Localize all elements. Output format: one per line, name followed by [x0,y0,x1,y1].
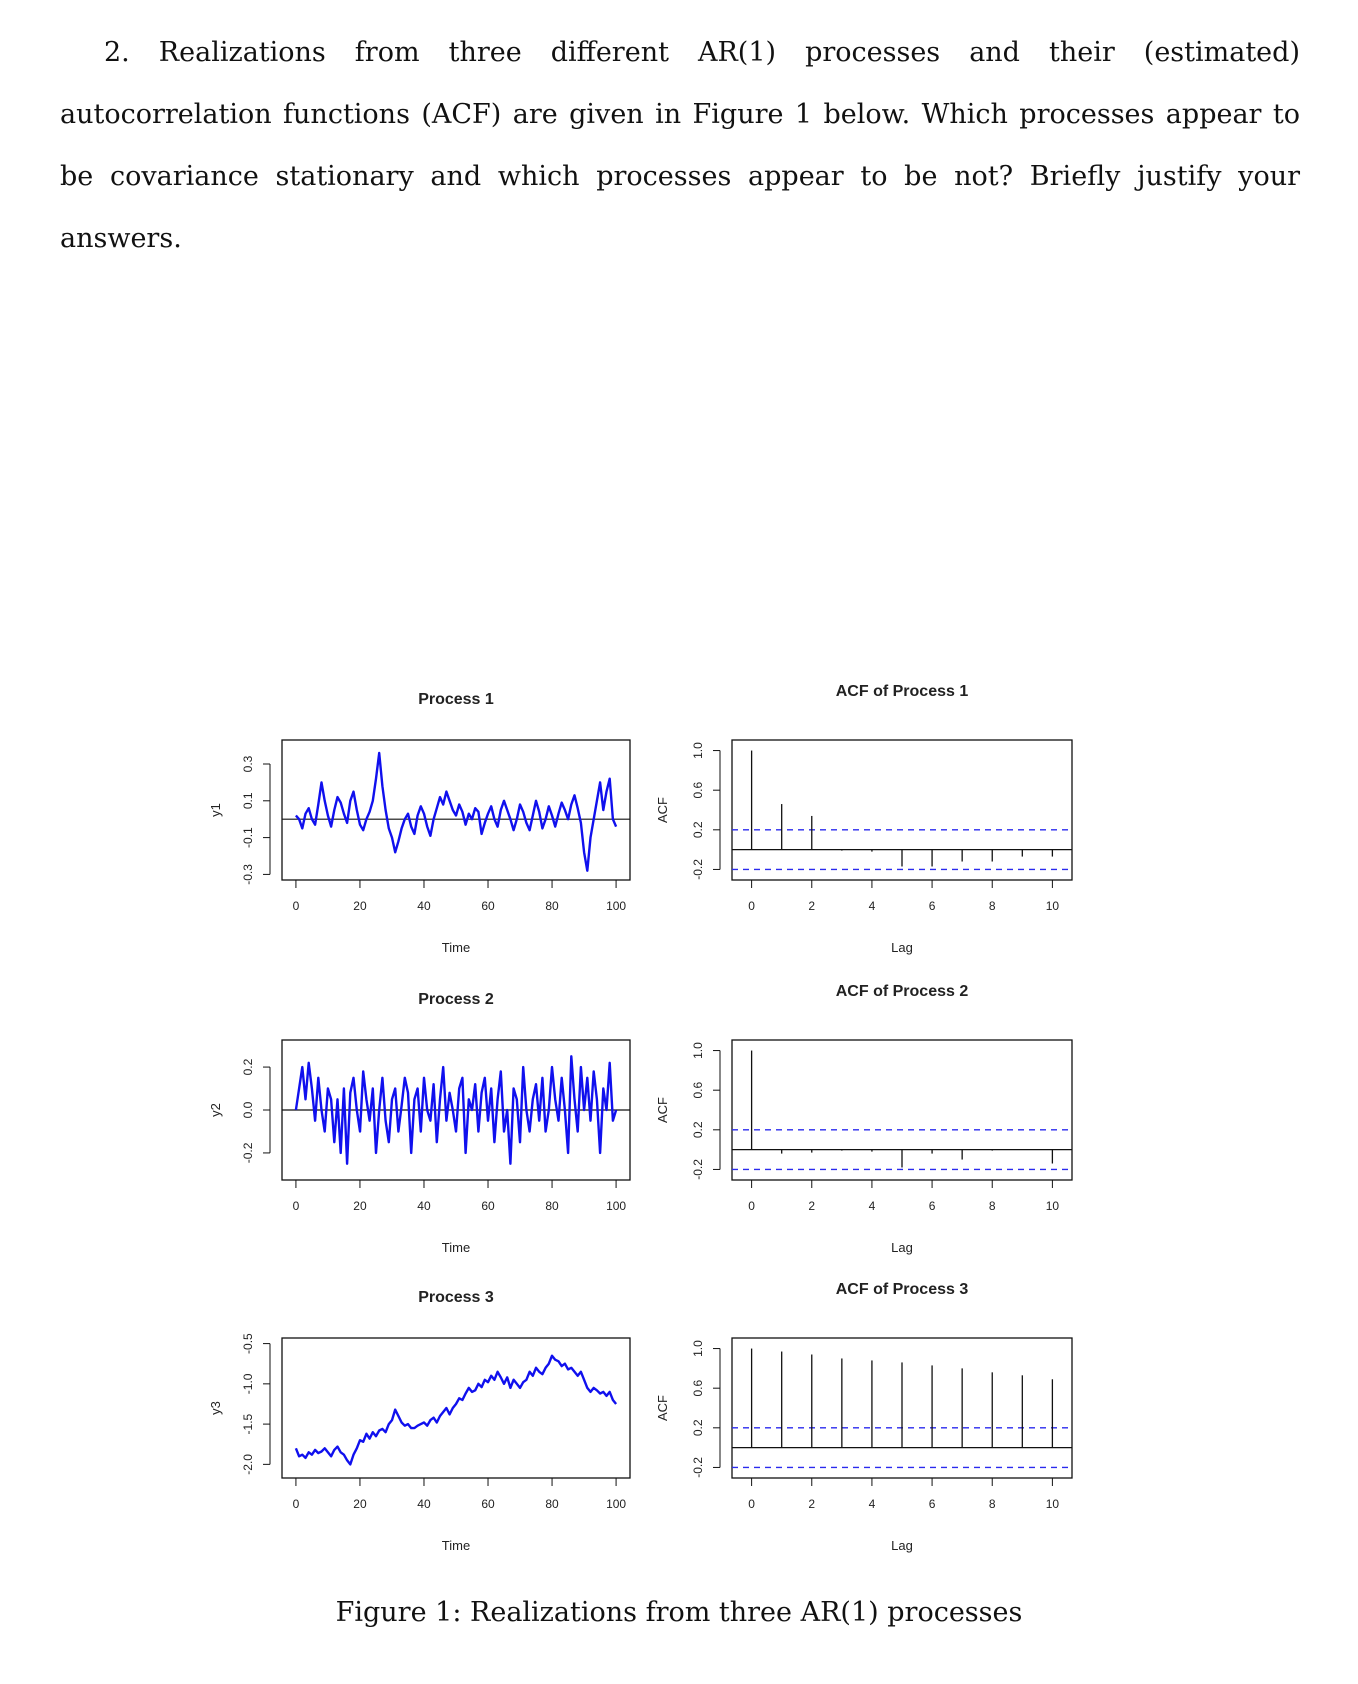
chart-1-ytick-label: -0.1 [241,827,255,848]
chart-1-ytick-label: -0.3 [241,864,255,885]
chart-3-xtick-label: 0 [292,1199,300,1213]
chart-1-xlabel: Time [441,940,471,955]
chart-2-xtick-label: 6 [928,899,936,913]
chart-1-xtick-label: 60 [481,899,495,913]
chart-6-xtick-label: 2 [808,1497,816,1511]
chart-5-ytick-label: -1.0 [241,1373,255,1395]
chart-5-ytick-label: -2.0 [241,1454,255,1475]
chart-3-ytick-label: 0.0 [241,1101,255,1119]
chart-1-xtick-label: 40 [417,899,431,913]
chart-4-ytick-label: 1.0 [691,1042,705,1059]
chart-6-xtick-label: 6 [928,1497,936,1511]
chart-3-xtick-label: 80 [545,1199,559,1213]
chart-5-xtick-label: 0 [292,1497,300,1511]
chart-2-ytick-label: 0.6 [691,781,705,799]
chart-2-xtick-label: 8 [988,899,996,913]
chart-1-ylabel: y1 [208,803,223,817]
chart-1-xtick-label: 100 [606,899,627,913]
chart-1-xtick-label: 20 [353,899,367,913]
chart-5-xlabel: Time [441,1538,471,1553]
chart-4-ytick-label: -0.2 [691,1159,705,1180]
chart-6-ytick-label: 0.6 [691,1379,705,1397]
chart-4-xtick-label: 8 [988,1199,996,1213]
chart-4-ylabel: ACF [655,1097,670,1123]
chart-5-xtick-label: 60 [481,1497,495,1511]
chart-1-title: Process 1 [418,691,494,708]
chart-6-xtick-label: 0 [748,1497,755,1511]
chart-5-ytick-label: -1.5 [241,1413,255,1435]
chart-3-xtick-label: 40 [417,1199,431,1213]
chart-5-xtick-label: 100 [606,1497,627,1511]
chart-3-xtick-label: 20 [353,1199,367,1213]
chart-2-ytick-label: -0.2 [691,859,705,880]
chart-1-xtick-label: 80 [545,899,559,913]
chart-6-xtick-label: 8 [988,1497,996,1511]
chart-1-ytick-label: 0.3 [241,755,255,773]
chart-3-xtick-label: 60 [481,1199,495,1213]
chart-1-xtick-label: 0 [292,899,300,913]
chart-2-title: ACF of Process 1 [835,683,969,700]
chart-5-ylabel: y3 [208,1401,223,1415]
chart-4-xlabel: Lag [891,1240,913,1255]
question-number: 2. [104,37,130,68]
chart-2-xtick-label: 10 [1045,899,1060,913]
chart-4-xtick-label: 2 [808,1199,816,1213]
chart-2-xtick-label: 2 [808,899,816,913]
chart-3-xlabel: Time [441,1240,471,1255]
chart-5-plot-frame [282,1338,630,1478]
chart-2-ylabel: ACF [655,797,670,823]
chart-6-ytick-label: 0.2 [691,1419,705,1437]
chart-2-xlabel: Lag [891,940,913,955]
chart-2-ytick-label: 1.0 [691,742,705,759]
chart-4-xtick-label: 0 [748,1199,755,1213]
question-body: Realizations from three different AR(1) processes and their (estimated) autocorrelation functions (ACF) are given in Figure 1 below. Which processes appear to be covariance stationary and which processes appear to be not? Briefly justify your answers. [60,37,1300,254]
chart-6-title: ACF of Process 3 [835,1281,969,1298]
chart-5-title: Process 3 [418,1289,494,1306]
chart-1-ytick-label: 0.1 [241,792,255,810]
chart-4-xtick-label: 10 [1045,1199,1060,1213]
chart-6-xlabel: Lag [891,1538,913,1553]
chart-3-xtick-label: 100 [606,1199,627,1213]
figure-caption: Figure 1: Realizations from three AR(1) processes [335,1597,1023,1628]
chart-3-ylabel: y2 [208,1103,223,1117]
chart-5-xtick-label: 20 [353,1497,367,1511]
chart-6-ytick-label: -0.2 [691,1457,705,1478]
chart-3-title: Process 2 [418,991,494,1008]
chart-3-ytick-label: 0.2 [241,1058,255,1076]
chart-4-title: ACF of Process 2 [835,983,969,1000]
chart-4-xtick-label: 4 [868,1199,876,1213]
chart-6-ytick-label: 1.0 [691,1340,705,1357]
chart-6-ylabel: ACF [655,1395,670,1421]
chart-2-xtick-label: 0 [748,899,755,913]
chart-4-ytick-label: 0.2 [691,1121,705,1139]
chart-6-xtick-label: 4 [868,1497,876,1511]
chart-5-series-line [296,1356,616,1465]
chart-1-series-line [296,753,616,871]
chart-2-xtick-label: 4 [868,899,876,913]
chart-4-ytick-label: 0.6 [691,1081,705,1099]
chart-5-xtick-label: 40 [417,1497,431,1511]
chart-2-ytick-label: 0.2 [691,821,705,839]
chart-5-ytick-label: -0.5 [241,1333,255,1354]
chart-4-xtick-label: 6 [928,1199,936,1213]
chart-5-xtick-label: 80 [545,1497,559,1511]
chart-6-xtick-label: 10 [1045,1497,1060,1511]
chart-3-ytick-label: -0.2 [241,1142,255,1164]
